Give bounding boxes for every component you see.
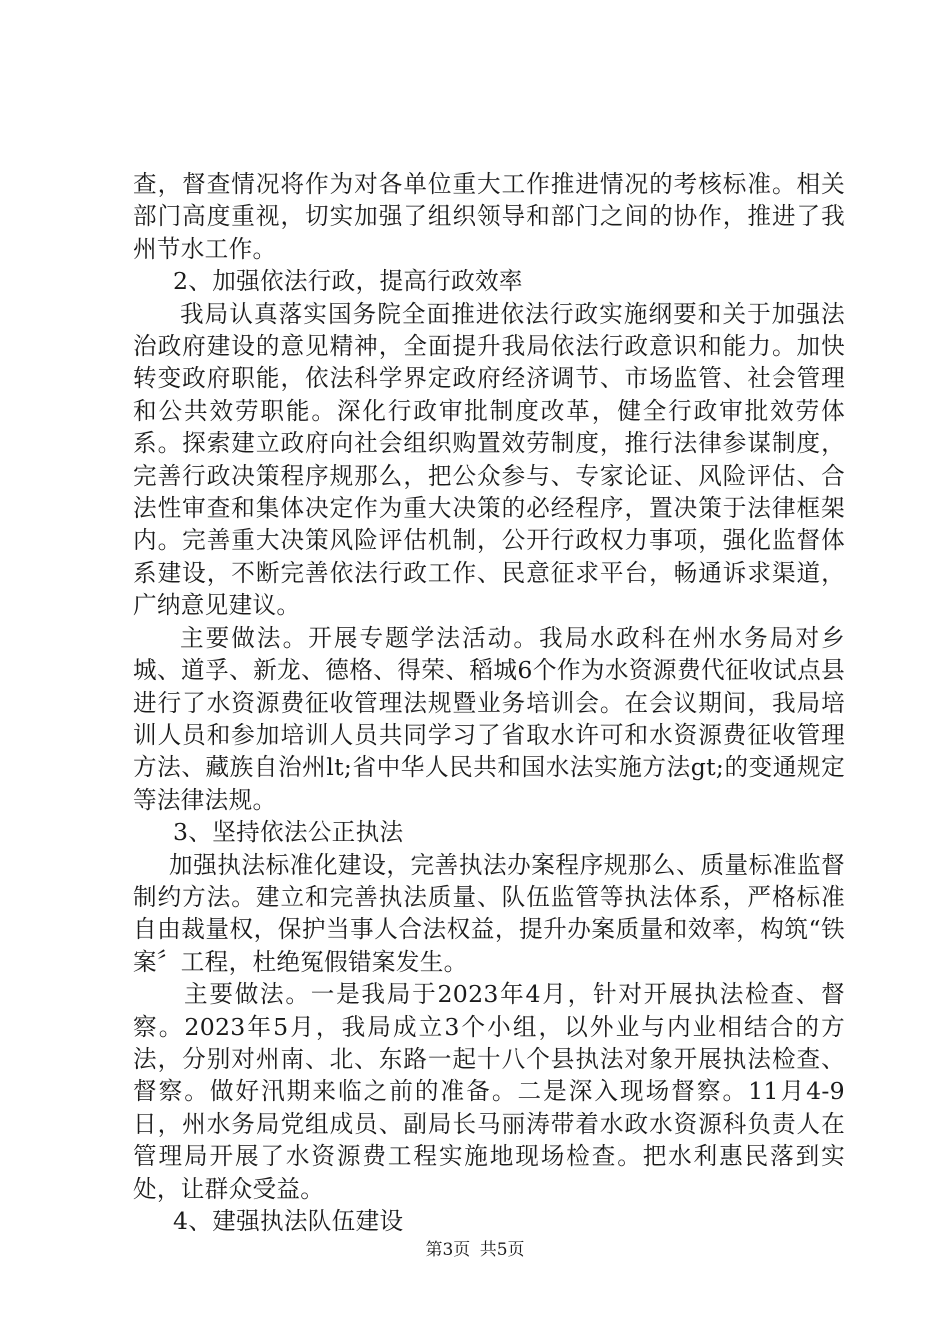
paragraph-administration: 我局认真落实国务院全面推进依法行政实施纲要和关于加强法治政府建设的意见精神，全面提升我局依法行政意识和能力。加快转变政府职能，依法科学界定政府经济调节、市场监管、社会管理和公共效劳职能。深化行政审批制度改革，健全行政审批效劳体系。探索建立政府向社会组织购置效劳制度，推行法律参谋制度，完善行政决策程序规那么，把公众参与、专家论证、风险评估、合法性审查和集体决定作为重大决策的必经程序，置决策于法律框架内。完善重大决策风险评估机制，公开行政权力事项，强化监督体系建设，不断完善依法行政工作、民意征求平台，畅通诉求渠道，广纳意见建议。: [133, 299, 845, 620]
paragraph-main-practice-1: 主要做法。开展专题学法活动。我局水政科在州水务局对乡城、道孚、新龙、德格、得荣、稻城6个作为水资源费代征收试点县进行了水资源费征收管理法规暨业务培训会。在会议期间，我局培训人员和参加培训人员共同学习了省取水许可和水资源费征收管理方法、藏族自治州lt;省中华人民共和国水法实施方法gt;的变通规定等法律法规。: [133, 623, 845, 814]
section-heading-4: 4、建强执法队伍建设: [173, 1207, 404, 1235]
page-number: 第3页: [425, 1240, 471, 1260]
paragraph-main-practice-2: 主要做法。一是我局于2023年4月，针对开展执法检查、督察。2023年5月，我局成立3个小组，以外业与内业相结合的方法，分别对州南、北、东路一起十八个县执法对象开展执法检查、督察。做好汛期来临之前的准备。二是深入现场督察。11月4-9日，州水务局党组成员、副局长马丽涛带着水政水资源科负责人在管理局开展了水资源费工程实施地现场检查。把水利惠民落到实处，让群众受益。: [133, 980, 845, 1203]
page-total: 共5页: [479, 1240, 525, 1260]
paragraph-continuation: 查，督查情况将作为对各单位重大工作推进情况的考核标准。相关部门高度重视，切实加强了组织领导和部门之间的协作，推进了我州节水工作。: [133, 170, 845, 263]
paragraph-enforcement: 加强执法标准化建设，完善执法办案程序规那么、质量标准监督制约方法。建立和完善执法质量、队伍监管等执法体系，严格标准自由裁量权，保护当事人合法权益，提升办案质量和效率，构筑“铁案〞工程，杜绝冤假错案发生。: [133, 850, 845, 976]
page-footer: [0, 1240, 950, 1260]
section-heading-2: 2、加强依法行政，提高行政效率: [173, 267, 523, 296]
document-body: [133, 168, 845, 1237]
section-heading-3: 3、坚持依法公正执法: [173, 818, 404, 847]
